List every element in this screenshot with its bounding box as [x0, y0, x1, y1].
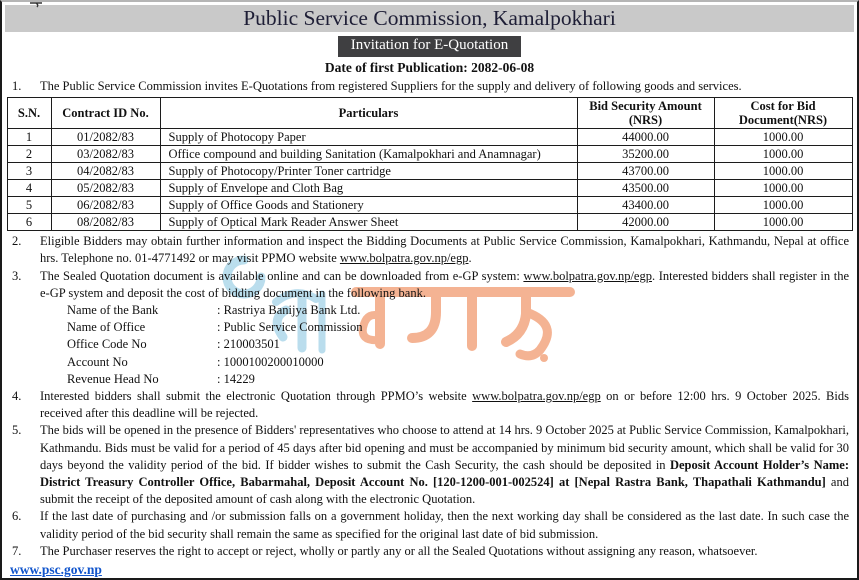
table-cell: 1000.00	[714, 214, 852, 231]
table-header-cell: S.N.	[7, 98, 51, 129]
item-number: 3.	[12, 268, 22, 283]
table-cell: 1000.00	[714, 163, 852, 180]
footer	[2, 561, 857, 579]
table-cell-particulars: Supply of Photocopy/Printer Toner cartridge	[160, 163, 577, 180]
cropped-text-artifact	[29, 2, 45, 8]
table-header-cell: Bid Security Amount (NRS)	[577, 98, 714, 129]
table-cell-particulars: Supply of Optical Mark Reader Answer Sheet	[160, 214, 577, 231]
item-number: 6.	[12, 509, 22, 524]
item-number: 1.	[12, 79, 22, 93]
text-segment: The Public Service Commission invites E-Quotations from registered Suppliers for the supply and delivery of following goods and services.	[40, 79, 742, 93]
table-cell: 43500.00	[577, 180, 714, 197]
notice-items-before-table	[2, 78, 857, 95]
text-segment: on or before 12:00 hrs. 9 October 2025. Bids received after this deadline will be rejected.	[40, 389, 849, 421]
bolpatra-url-link[interactable]: www.bolpatra.gov.np/egp	[523, 268, 652, 283]
bank-detail-value: : Rastriya Banijya Bank Ltd.	[217, 303, 361, 318]
table-row	[7, 197, 852, 214]
table-cell: 4	[7, 180, 51, 197]
notice-item-2	[12, 233, 849, 267]
publication-date: Date of first Publication: 2082-06-08	[324, 60, 535, 75]
table-cell: 42000.00	[577, 214, 714, 231]
bank-detail-label: Revenue Head No	[67, 371, 159, 386]
table-cell: 1000.00	[714, 197, 852, 214]
text-segment: If the last date of purchasing and /or submission falls on a government holiday, then the next working day shall be considered as the last date. In such case the validity period of the bid security shall remain the same as specified for the original last date of bid submission.	[40, 509, 849, 541]
notice-items-after-table	[2, 233, 857, 560]
table-cell: 08/2082/83	[51, 214, 160, 231]
quotation-table	[7, 97, 853, 231]
notice-item-7	[12, 543, 849, 560]
table-cell: 1000.00	[714, 146, 852, 163]
notice-item-4	[12, 388, 849, 422]
table-cell: 3	[7, 163, 51, 180]
text-segment: and submit the receipt of the deposited amount of cash along with the electronic Quotation.	[40, 475, 849, 507]
item-text	[40, 422, 849, 508]
notice-item-1	[12, 78, 849, 95]
psc-website-link[interactable]: www.psc.gov.np	[10, 562, 102, 578]
table-cell-particulars: Supply of Envelope and Cloth Bag	[160, 180, 577, 197]
text-segment: Interested bidders shall submit the electronic Quotation through PPMO’s website	[40, 389, 473, 404]
bank-detail-row	[67, 319, 849, 336]
table-header-cell: Particulars	[160, 98, 577, 129]
bank-detail-value: : 210003501	[217, 337, 280, 352]
table-cell: 44000.00	[577, 129, 714, 146]
page-title: Public Service Commission, Kamalpokhari	[5, 5, 854, 32]
notice-item-5	[12, 422, 849, 508]
text-segment: . Interested bidders shall register in the e-GP system and deposit the cost of bidding document in the following bank.	[40, 268, 849, 300]
table-cell: 04/2082/83	[51, 163, 160, 180]
item-text	[40, 388, 849, 422]
table-cell: 1000.00	[714, 129, 852, 146]
table-row	[7, 146, 852, 163]
table-cell: 01/2082/83	[51, 129, 160, 146]
table-cell: 05/2082/83	[51, 180, 160, 197]
bank-detail-value: : 1000100200010000	[217, 354, 324, 369]
table-row	[7, 163, 852, 180]
bank-detail-row	[67, 336, 849, 353]
subtitle-row	[2, 36, 857, 58]
table-header-cell: Contract ID No.	[51, 98, 160, 129]
table-cell: 06/2082/83	[51, 197, 160, 214]
bank-detail-label: Name of the Bank	[67, 303, 159, 318]
table-cell: 6	[7, 214, 51, 231]
table-row	[7, 214, 852, 231]
item-number: 5.	[12, 423, 22, 438]
table-cell: 5	[7, 197, 51, 214]
text-segment: The Sealed Quotation document is available online and can be downloaded from e-GP system:	[40, 268, 524, 283]
table-cell: 03/2082/83	[51, 146, 160, 163]
item-text	[40, 268, 849, 388]
table-cell: 1000.00	[714, 180, 852, 197]
table-cell: 35200.00	[577, 146, 714, 163]
bank-detail-row	[67, 371, 849, 388]
item-text	[40, 508, 849, 542]
table-row	[7, 180, 852, 197]
bank-detail-row	[67, 354, 849, 371]
table-header-row	[7, 98, 852, 129]
item-text	[40, 543, 849, 560]
item-number: 2.	[12, 234, 22, 249]
text-segment: .	[468, 251, 472, 266]
table-cell-particulars: Supply of Photocopy Paper	[160, 129, 577, 146]
table-row	[7, 129, 852, 146]
bank-detail-label: Office Code No	[67, 337, 147, 352]
notice-item-6	[12, 508, 849, 542]
table-cell: 1	[7, 129, 51, 146]
item-text	[40, 233, 849, 267]
bank-detail-label: Account No	[67, 354, 128, 369]
table-header-cell: Cost for Bid Document(NRS)	[714, 98, 852, 129]
text-segment: The bids will be opened in the presence of Bidders' representatives who choose to attend at 14 hrs. 9 October 2025 at Public Service Commission, Kamalpokhari, Kathmandu. Bids must be valid for a period of 45 days after bid opening and must be accompanied by minimum bid security amount, which shall be valid for 30 days beyond the validity period of the bid. If bidder wishes to submit the Cash Security, the cash should be deposited in	[40, 423, 849, 472]
table-cell-particulars: Supply of Office Goods and Stationery	[160, 197, 577, 214]
bank-detail-value: : Public Service Commission	[217, 320, 363, 335]
bank-detail-label: Name of Office	[67, 320, 146, 335]
bank-detail-row	[67, 302, 849, 319]
text-segment: The Purchaser reserves the right to accept or reject, wholly or partly any or all the Sealed Quotations without assigning any reason, whatsoever.	[40, 543, 758, 558]
table-cell-particulars: Office compound and building Sanitation (Kamalpokhari and Anamnagar)	[160, 146, 577, 163]
bolpatra-url-link[interactable]: www.bolpatra.gov.np/egp	[472, 389, 601, 404]
table-cell: 43400.00	[577, 197, 714, 214]
bolpatra-url-link[interactable]: www.bolpatra.gov.np/egp	[339, 251, 469, 266]
text-segment: Eligible Bidders may obtain further information and inspect the Bidding Documents at Public Service Commission, Kamalpokhari, Kathmandu, Nepal at office hrs. Telephone no. 01-4771492 or may visit PPMO website	[40, 234, 849, 266]
bank-details	[67, 302, 849, 388]
item-number: 7.	[12, 543, 22, 558]
text-segment: Deposit Account Holder’s Name: District Treasury Controller Office, Babarmahal, Deposit Account No. [120-1200-001-002524] at [Nepal Rastra Bank, Thapathali Kathmandu]	[40, 457, 849, 490]
notice-item-3	[12, 268, 849, 388]
table-cell: 2	[7, 146, 51, 163]
bank-detail-value: : 14229	[217, 371, 255, 386]
item-text	[40, 78, 849, 95]
item-number: 4.	[12, 389, 22, 404]
table-cell: 43700.00	[577, 163, 714, 180]
invitation-subtitle: Invitation for E-Quotation	[338, 36, 521, 57]
